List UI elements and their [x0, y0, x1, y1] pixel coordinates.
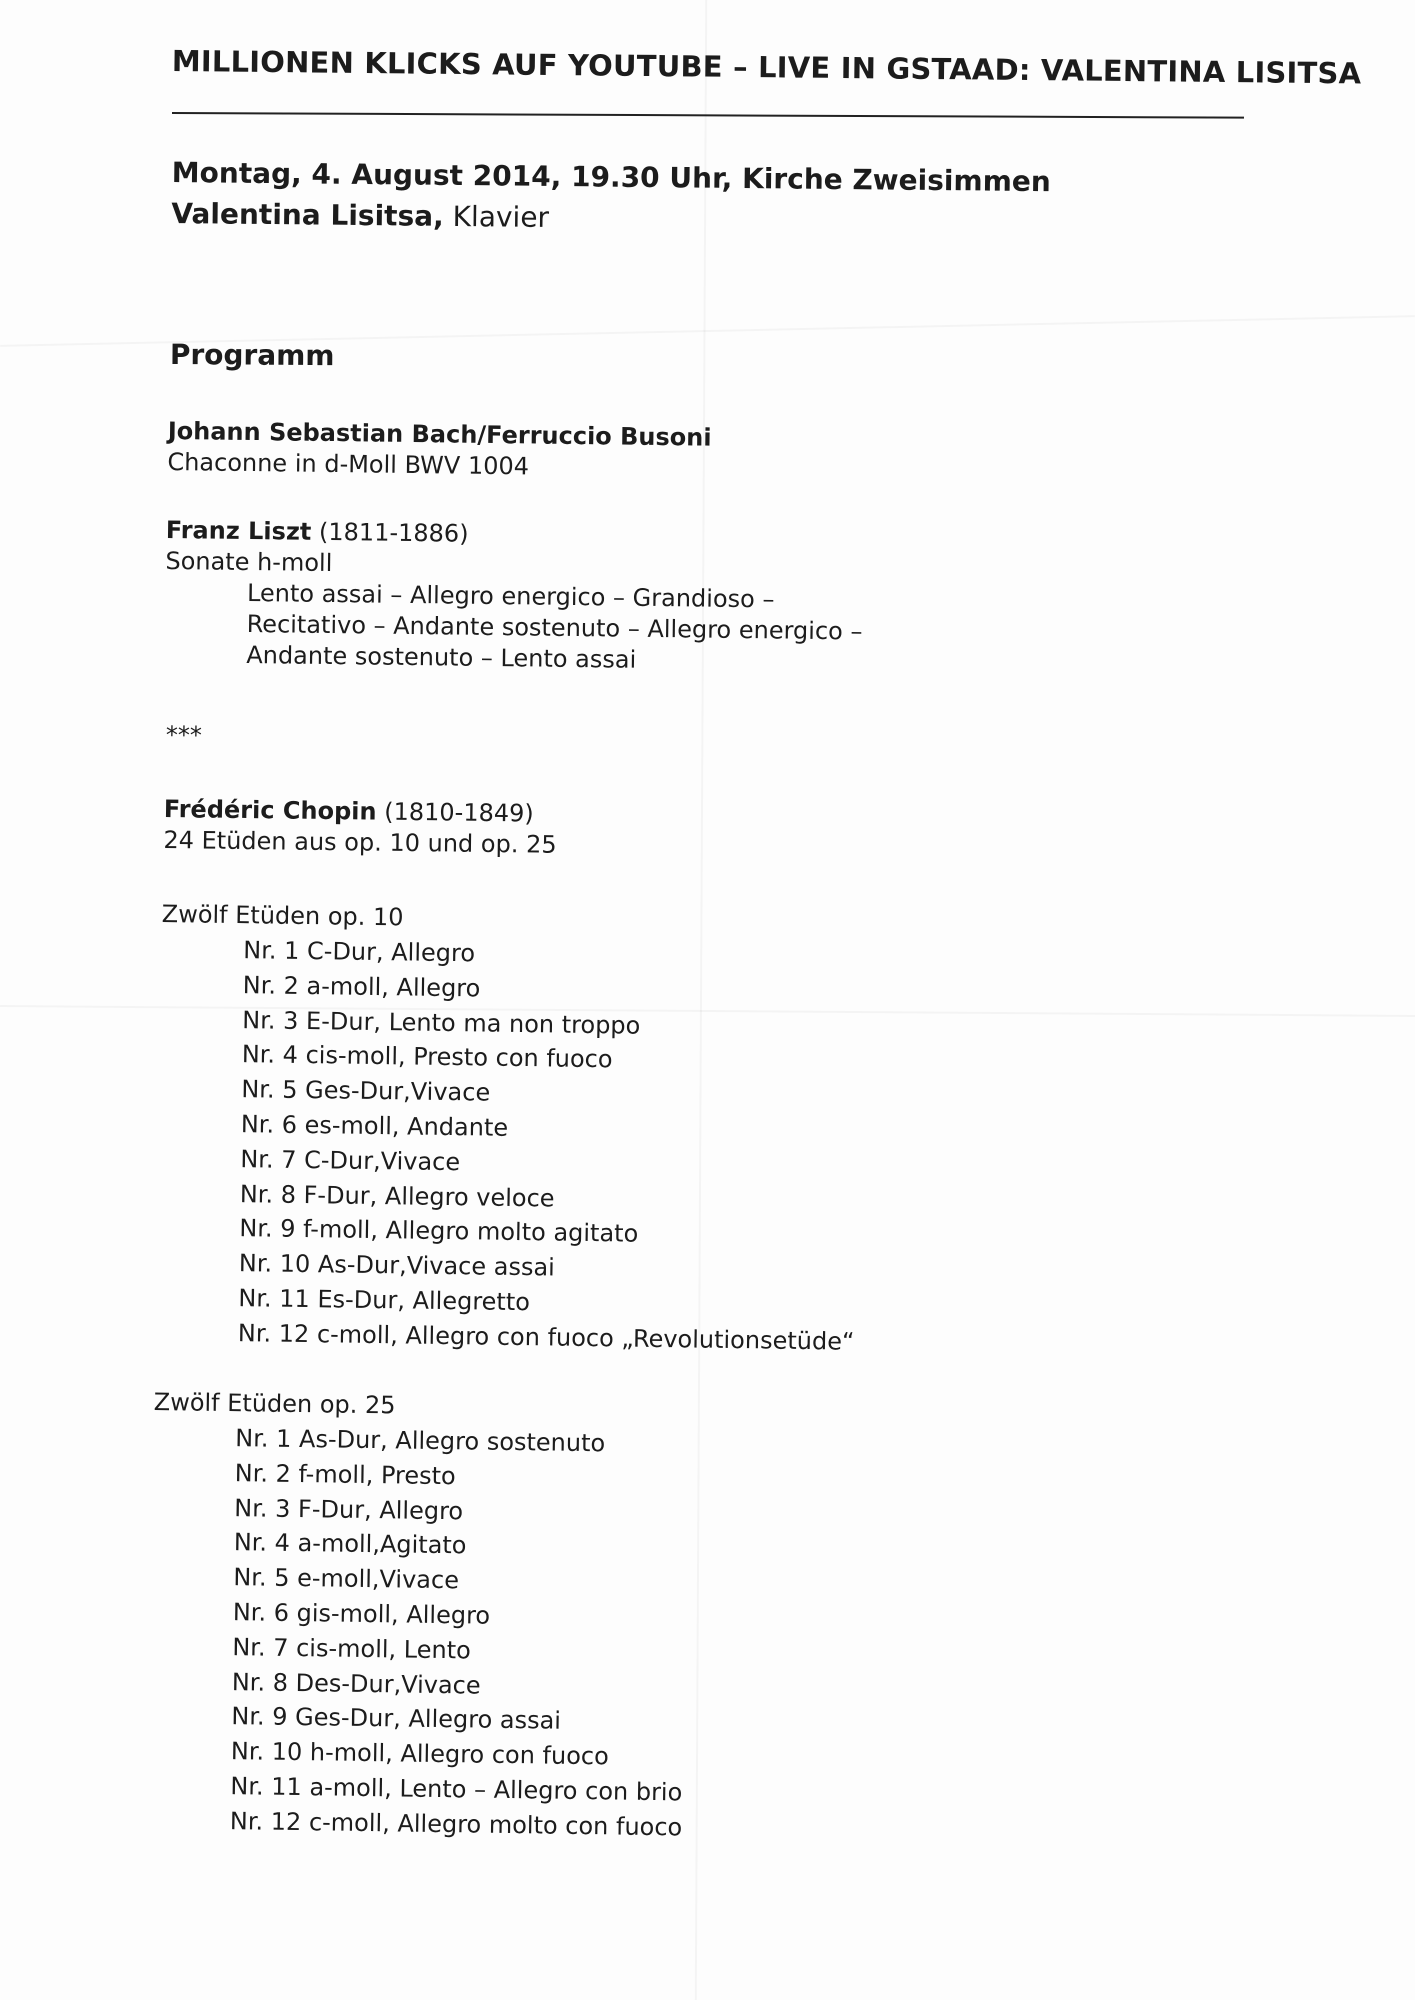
composer-name: Frédéric Chopin — [163, 794, 377, 826]
etude-item: Nr. 1 C-Dur, Allegro — [243, 936, 476, 968]
etude-item: Nr. 6 gis-moll, Allegro — [232, 1598, 491, 1630]
etude-item: Nr. 4 cis-moll, Presto con fuoco — [241, 1040, 613, 1074]
event-date-line: Montag, 4. August 2014, 19.30 Uhr, Kirche Zweisimmen — [171, 155, 1051, 199]
etude-item: Nr. 6 es-moll, Andante — [240, 1110, 509, 1142]
etude-item: Nr. 9 f-moll, Allegro molto agitato — [239, 1214, 639, 1249]
etude-item: Nr. 8 Des-Dur,Vivace — [231, 1667, 481, 1700]
program-heading: Programm — [169, 338, 335, 373]
bach-section — [167, 416, 712, 485]
liszt-section — [164, 515, 864, 679]
title-divider — [172, 112, 1244, 119]
etude-item: Nr. 2 f-moll, Presto — [234, 1458, 456, 1491]
etude-group-title: Zwölf Etüden op. 25 — [153, 1387, 396, 1420]
etude-item: Nr. 1 As-Dur, Allegro sostenuto — [235, 1424, 606, 1458]
etude-item: Nr. 4 a-moll,Agitato — [233, 1528, 467, 1560]
etudes-op10-list — [156, 896, 861, 1359]
etude-item: Nr. 3 E-Dur, Lento ma non troppo — [242, 1005, 641, 1040]
document-title: MILLIONEN KLICKS AUF YOUTUBE – LIVE IN GSTAAD: VALENTINA LISITSA — [171, 44, 1362, 91]
etude-item: Nr. 7 C-Dur,Vivace — [240, 1144, 461, 1176]
etude-item: Nr. 2 a-moll, Allegro — [242, 970, 481, 1003]
movement-line: Recitativo – Andante sostenuto – Allegro energico – — [246, 609, 863, 646]
work-title: 24 Etüden aus op. 10 und op. 25 — [163, 825, 557, 859]
etude-item: Nr. 12 c-moll, Allegro molto con fuoco — [229, 1806, 683, 1842]
work-title: Chaconne in d-Moll BWV 1004 — [167, 447, 530, 481]
chopin-section — [163, 794, 557, 861]
etude-item: Nr. 7 cis-moll, Lento — [232, 1632, 471, 1665]
etude-item: Nr. 10 As-Dur,Vivace assai — [238, 1249, 556, 1282]
section-separator: *** — [165, 720, 202, 750]
performer-name: Valentina Lisitsa, — [171, 196, 444, 233]
composer-name: Franz Liszt — [165, 515, 312, 546]
etude-item: Nr. 5 e-moll,Vivace — [233, 1563, 460, 1595]
composer-years: (1811-1886) — [318, 517, 469, 548]
etude-group-title: Zwölf Etüden op. 10 — [161, 899, 404, 932]
etude-item: Nr. 5 Ges-Dur,Vivace — [241, 1075, 491, 1107]
composer-name: Johann Sebastian Bach/Ferruccio Busoni — [167, 416, 712, 452]
performer-instrument: Klavier — [452, 199, 550, 234]
etudes-op25-list — [148, 1384, 689, 1845]
work-title: Sonate h-moll — [165, 546, 333, 578]
etude-item: Nr. 3 F-Dur, Allegro — [234, 1493, 464, 1525]
etude-item: Nr. 8 F-Dur, Allegro veloce — [239, 1179, 555, 1213]
etude-item: Nr. 11 a-moll, Lento – Allegro con brio — [230, 1772, 683, 1807]
movement-line: Lento assai – Allegro energico – Grandioso – — [246, 578, 775, 614]
etude-item: Nr. 11 Es-Dur, Allegretto — [238, 1284, 531, 1317]
etude-item: Nr. 9 Ges-Dur, Allegro assai — [231, 1702, 562, 1736]
movement-line: Andante sostenuto – Lento assai — [246, 640, 637, 674]
composer-years: (1810-1849) — [384, 797, 534, 828]
etude-item: Nr. 12 c-moll, Allegro con fuoco „Revolutionsetüde“ — [237, 1318, 855, 1356]
event-info — [171, 152, 1051, 243]
etude-item: Nr. 10 h-moll, Allegro con fuoco — [230, 1737, 609, 1771]
composer-line — [164, 794, 558, 830]
